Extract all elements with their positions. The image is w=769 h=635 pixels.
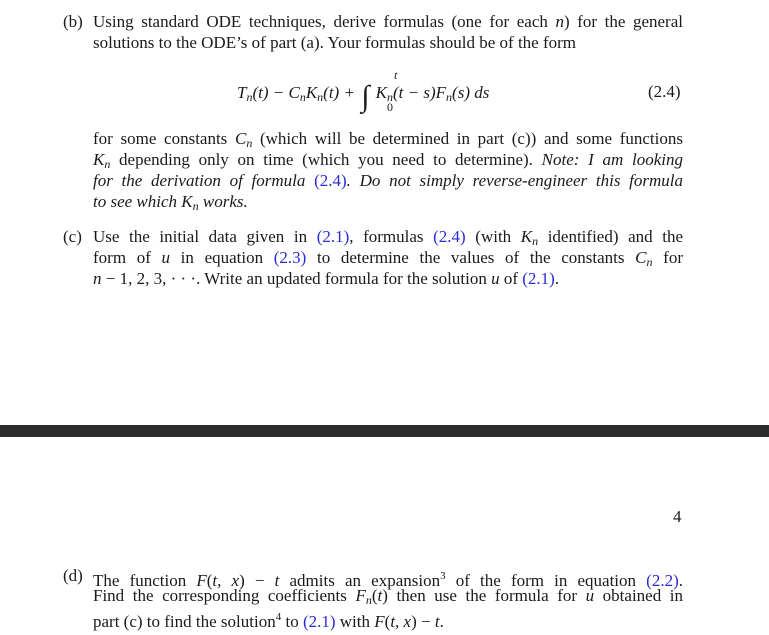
- text-segment: form of: [93, 248, 162, 267]
- eq-sub: n: [246, 90, 253, 104]
- integral-upper-limit: t: [394, 68, 398, 82]
- part-d-label: (d): [63, 566, 83, 585]
- eq-sub: n: [317, 90, 324, 104]
- page-separator: [0, 425, 769, 437]
- text-segment: for some constants: [93, 129, 235, 148]
- text-segment: (: [371, 586, 378, 605]
- text-segment: The function: [93, 571, 197, 590]
- text-segment: C: [234, 129, 247, 148]
- text-segment: K: [520, 227, 533, 246]
- integral-lower-limit: 0: [387, 100, 393, 114]
- text-segment: F: [196, 571, 207, 590]
- eq-sub: n: [299, 90, 306, 104]
- text-segment: in equation: [170, 248, 274, 267]
- part-c-label: (c): [63, 227, 82, 246]
- footnote-marker[interactable]: 4: [275, 611, 282, 623]
- equation-reference-link[interactable]: (2.3): [273, 248, 307, 267]
- text-segment: t, x: [390, 612, 412, 631]
- text-segment: K: [93, 150, 105, 169]
- eq-term: K: [371, 83, 388, 102]
- text-segment: F: [374, 612, 385, 631]
- text-segment: obtained in: [594, 586, 683, 605]
- text-segment: − 1, 2, 3, · · ·. Write an updated formula for the solution: [101, 269, 492, 288]
- text-segment: C: [635, 248, 647, 267]
- text-segment: u: [585, 586, 595, 605]
- text-segment: t: [377, 586, 383, 605]
- text-segment: admits an expansion: [279, 571, 441, 590]
- text-segment: (which will be determined in part (c)) and some functions: [252, 129, 683, 148]
- text-segment: n: [532, 234, 539, 248]
- text-segment: t, x: [212, 571, 240, 590]
- text-segment: Note: I am looking: [541, 150, 684, 169]
- text-segment: (: [384, 612, 391, 631]
- text-segment: part (c) to find the solution: [93, 612, 276, 631]
- eq-term: T: [237, 83, 247, 102]
- equation-reference-link[interactable]: (2.1): [316, 227, 350, 246]
- text-segment: n: [365, 593, 372, 607]
- text-segment: identified) and the: [538, 227, 683, 246]
- text-segment: (with: [465, 227, 521, 246]
- text-line: [93, 12, 683, 32]
- text-segment: u: [161, 248, 171, 267]
- text-segment: with: [335, 612, 375, 631]
- text-segment: n: [192, 199, 199, 213]
- text-segment: t: [434, 612, 440, 631]
- text-segment: for: [652, 248, 683, 267]
- text-segment: . Do not simply reverse-engineer this formula: [346, 171, 683, 190]
- text-segment: ) −: [411, 612, 435, 631]
- text-segment: Using standard ODE techniques, derive formulas (one for each: [93, 12, 556, 31]
- text-segment: ) −: [239, 571, 275, 590]
- text-line: [93, 192, 683, 216]
- text-segment: n: [93, 269, 102, 288]
- text-segment: depending only on time (which you need to determine).: [110, 150, 542, 169]
- eq-sub: n: [387, 90, 394, 104]
- text-line: [93, 33, 683, 53]
- eq-term: (t) − C: [252, 83, 300, 102]
- text-segment: .: [439, 612, 444, 631]
- text-segment: K: [181, 192, 193, 211]
- text-segment: (: [206, 571, 213, 590]
- text-segment: works.: [198, 192, 248, 211]
- text-segment: to determine the values of the constants: [306, 248, 636, 267]
- part-b-label: (b): [63, 12, 83, 31]
- text-segment: to see which: [93, 192, 182, 211]
- equation-2-4: [237, 68, 490, 114]
- text-line: [93, 269, 683, 289]
- eq-term: K: [305, 83, 318, 102]
- text-segment: n: [104, 157, 111, 171]
- text-line: [93, 171, 683, 191]
- eq-term: (t) +: [323, 83, 360, 102]
- equation-reference-link[interactable]: (2.4): [314, 171, 347, 190]
- equation-number: (2.4): [648, 82, 681, 101]
- text-segment: of: [499, 269, 523, 288]
- eq-term: (s) ds: [452, 83, 490, 102]
- text-segment: Use the initial data given in: [93, 227, 317, 246]
- eq-term: (t − s)F: [393, 83, 447, 102]
- text-segment: .: [554, 269, 560, 288]
- footnote-marker[interactable]: 3: [440, 570, 446, 582]
- text-segment: ) for the general: [563, 12, 683, 31]
- text-segment: .: [678, 571, 683, 590]
- text-segment: Find the corresponding coefficients: [93, 586, 356, 605]
- text-segment: n: [246, 136, 253, 150]
- text-segment: of the form in equation: [445, 571, 647, 590]
- text-segment: u: [491, 269, 500, 288]
- equation-reference-link[interactable]: (2.1): [302, 612, 336, 631]
- text-segment: , formulas: [349, 227, 434, 246]
- page-number: 4: [673, 507, 682, 526]
- integral-sign: ∫: [361, 80, 370, 113]
- text-segment: n: [555, 12, 564, 31]
- text-segment: F: [355, 586, 366, 605]
- text-segment: solutions to the ODE’s of part (a). Your formulas should be of the form: [93, 33, 577, 52]
- text-segment: t: [274, 571, 280, 590]
- equation-reference-link[interactable]: (2.4): [433, 227, 466, 246]
- equation-reference-link[interactable]: (2.2): [646, 571, 679, 590]
- text-line: [93, 607, 683, 632]
- eq-sub: n: [446, 90, 453, 104]
- text-segment: n: [646, 255, 653, 269]
- text-segment: to: [281, 612, 303, 631]
- text-segment: ) then use the formula for: [382, 586, 586, 605]
- text-segment: for the derivation of formula: [93, 171, 315, 190]
- equation-reference-link[interactable]: (2.1): [522, 269, 555, 288]
